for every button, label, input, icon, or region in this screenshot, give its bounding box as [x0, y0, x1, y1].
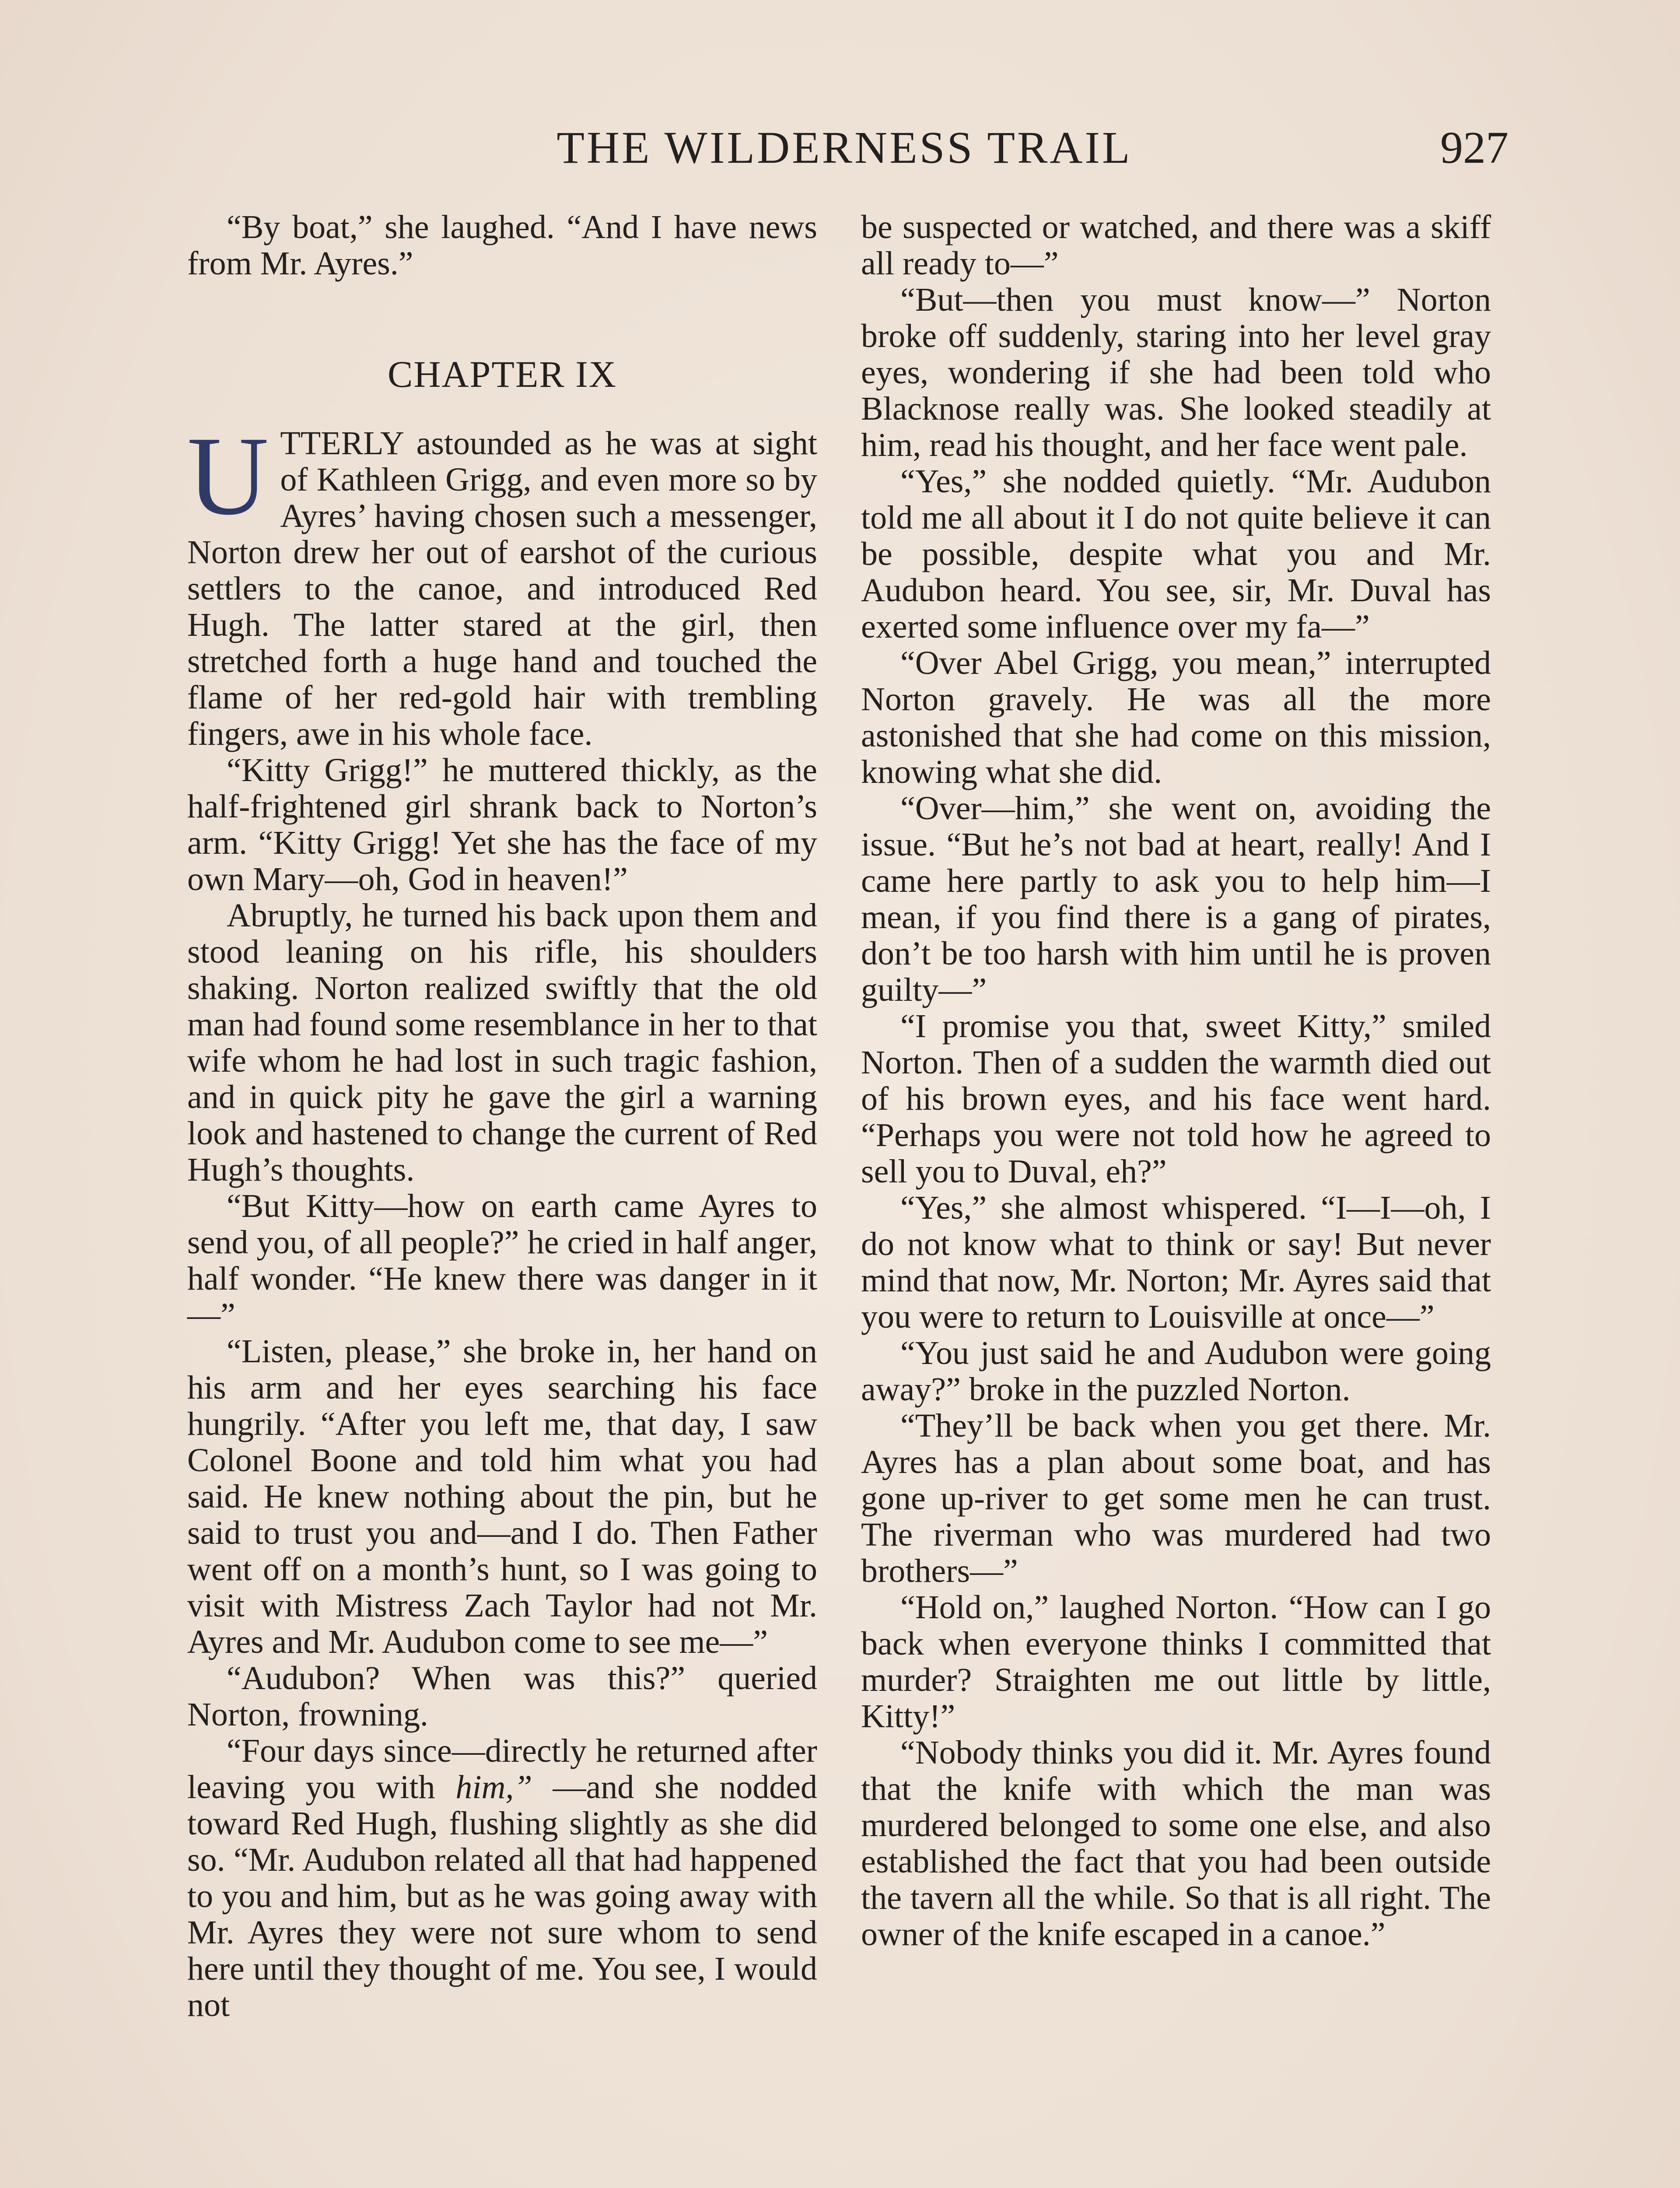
- paragraph: “By boat,” she laughed. “And I have news from Mr. Ayres.”: [187, 209, 817, 282]
- paragraph: “Nobody thinks you did it. Mr. Ayres found that the knife with which the man was murdered belonged to some one else, and also established the fact that you had been outside the tavern all the while. So that is all right. The owner of the knife escaped in a canoe.”: [861, 1734, 1491, 1953]
- emphasis-text: him,”: [455, 1769, 532, 1806]
- paragraph: Abruptly, he turned his back upon them and stood leaning on his rifle, his shoulders shaking. Norton realized swiftly that the old man had found some resemblance in her to that wife whom he had lost in such tragic fashion, and in quick pity he gave the girl a warning look and hastened to change the current of Red Hugh’s thoughts.: [187, 897, 817, 1188]
- paragraph-text: —and she nodded toward Red Hugh, flushing slightly as she did so. “Mr. Audubon related all that had happened to you and him, but as he was going away with Mr. Ayres they were not sure whom to send here until they thought of me. You see, I would not: [187, 1769, 817, 2023]
- paragraph: “Listen, please,” she broke in, her hand on his arm and her eyes searching his face hungrily. “After you left me, that day, I saw Colonel Boone and told him what you had said. He knew nothing about the pin, but he said to trust you and—and I do. Then Father went off on a month’s hunt, so I was going to visit with Mistress Zach Taylor had not Mr. Ayres and Mr. Audubon come to see me—”: [187, 1333, 817, 1660]
- paragraph: “Kitty Grigg!” he muttered thickly, as the half-frightened girl shrank back to Norton’s arm. “Kitty Grigg! Yet she has the face of my own Mary—oh, God in heaven!”: [187, 752, 817, 898]
- left-column: [187, 209, 817, 2023]
- paragraph: “I promise you that, sweet Kitty,” smiled Norton. Then of a sudden the warmth died out of his brown eyes, and his face went hard. “Perhaps you were not told how he agreed to sell you to Duval, eh?”: [861, 1008, 1491, 1190]
- running-header-title: THE WILDERNESS TRAIL: [556, 123, 1132, 173]
- paragraph: “Over Abel Grigg, you mean,” interrupted Norton gravely. He was all the more astonished that she had come on this mission, knowing what she did.: [861, 645, 1491, 790]
- paragraph: be suspected or watched, and there was a skiff all ready to—”: [861, 209, 1491, 282]
- opening-paragraph: [187, 413, 817, 752]
- chapter-heading: CHAPTER IX: [387, 353, 617, 395]
- paragraph: “They’ll be back when you get there. Mr. Ayres has a plan about some boat, and has gone up-river to get some men he can trust. The riverman who was murdered had two brothers—”: [861, 1407, 1491, 1589]
- right-column: [861, 209, 1491, 1953]
- paragraph: “But Kitty—how on earth came Ayres to send you, of all people?” he cried in half anger, half wonder. “He knew there was danger in it—”: [187, 1188, 817, 1333]
- paragraph: “You just said he and Audubon were going away?” broke in the puzzled Norton.: [861, 1335, 1491, 1408]
- drop-cap: U: [187, 413, 269, 538]
- paragraph-text: “Four days since—directly he returned after leaving you with: [187, 1732, 817, 1806]
- paragraph: “Yes,” she nodded quietly. “Mr. Audubon told me all about it I do not quite believe it can be possible, despite what you and Mr. Audubon heard. You see, sir, Mr. Duval has exerted some influence over my fa—”: [861, 463, 1491, 645]
- paragraph: “But—then you must know—” Norton broke off suddenly, staring into her level gray eyes, wondering if she had been told who Blacknose really was. She looked steadily at him, read his thought, and her face went pale.: [861, 281, 1491, 463]
- paragraph: “Audubon? When was this?” queried Norton, frowning.: [187, 1660, 817, 1733]
- paragraph: “Hold on,” laughed Norton. “How can I go back when everyone thinks I committed that murder? Straighten me out little by little, Kitty!”: [861, 1589, 1491, 1735]
- paragraph: “Yes,” she almost whispered. “I—I—oh, I do not know what to think or say! But never mind that now, Mr. Norton; Mr. Ayres said that you were to return to Louisville at once—”: [861, 1189, 1491, 1335]
- opening-paragraph-text: TTERLY astounded as he was at sight of Kathleen Grigg, and even more so by Ayres’ having chosen such a messenger, Norton drew her out of earshot of the curious settlers to the canoe, and introduced Red Hugh. The latter stared at the girl, then stretched forth a huge hand and touched the flame of her red-gold hair with trembling fingers, awe in his whole face.: [187, 425, 817, 752]
- page-number: 927: [1440, 123, 1508, 173]
- paragraph: [187, 1733, 817, 2023]
- paragraph: “Over—him,” she went on, avoiding the issue. “But he’s not bad at heart, really! And I came here partly to ask you to help him—I mean, if you find there is a gang of pirates, don’t be too harsh with him until he is proven guilty—”: [861, 790, 1491, 1008]
